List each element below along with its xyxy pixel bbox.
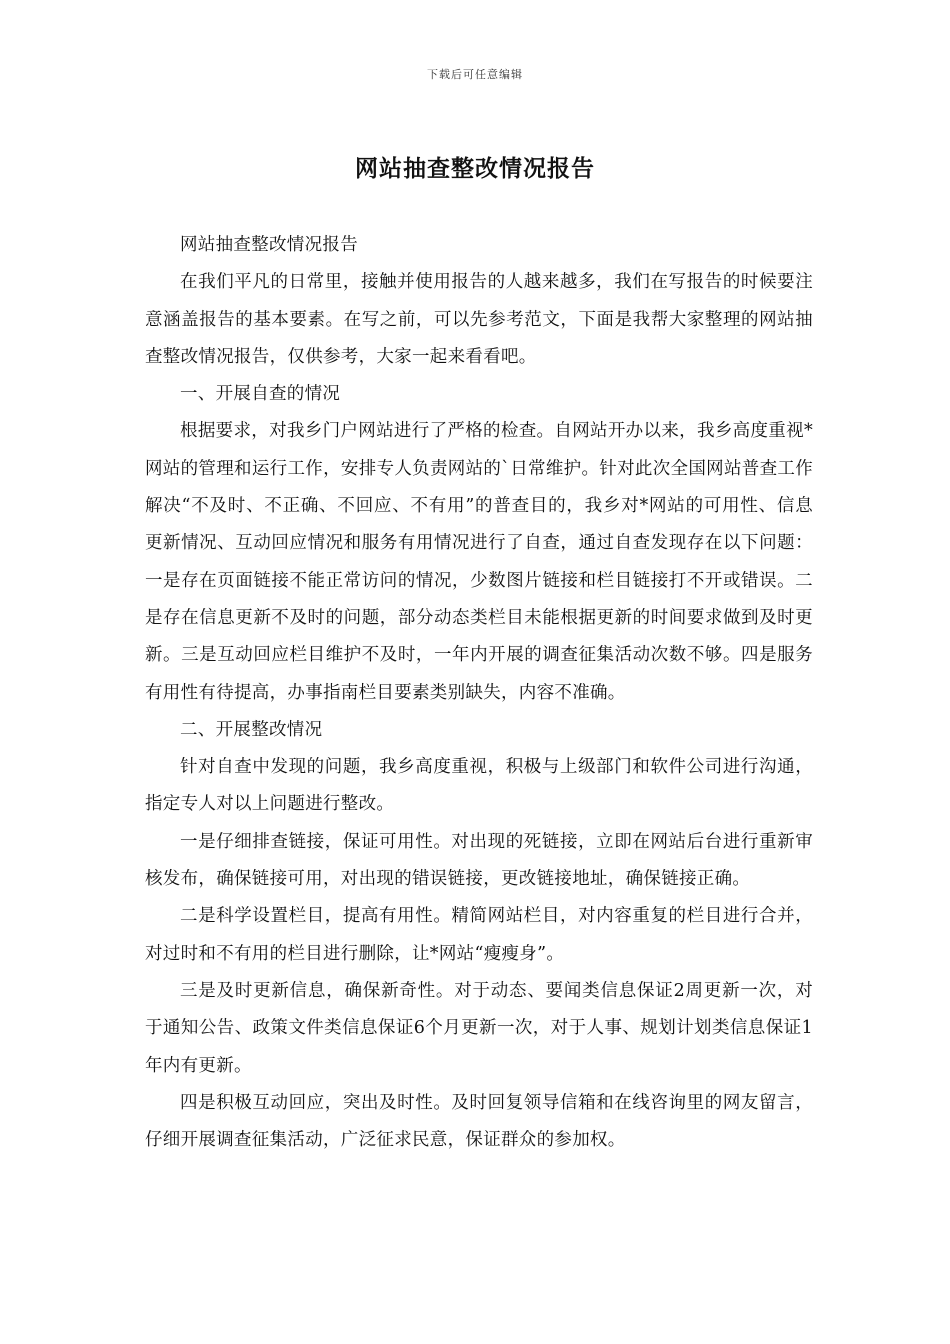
section-heading-self-check: 一、开展自查的情况 <box>180 384 341 405</box>
paragraph-item-columns: 二是科学设置栏目，提高有用性。精简网站栏目，对内容重复的栏目进行合并，对过时和不有用的栏目进行删除，让*网站“瘦瘦身”。 <box>145 906 813 964</box>
paragraph-subtitle: 网站抽查整改情况报告 <box>180 235 358 255</box>
paragraph-self-check: 根据要求，对我乡门户网站进行了严格的检查。自网站开办以来，我乡高度重视*网站的管理和运行工作，安排专人负责网站的`日常维护。针对此次全国网站普查工作解决“不及时、不正确、不回应、不有用”的普查目的，我乡对*网站的可用性、信息更新情况、互动回应情况和服务有用情况进行了自查，通过自查发现存在以下问题：一是存在页面链接不能正常访问的情况，少数图片链接和栏目链接打不开或错误。二是存在信息更新不及时的问题，部分动态类栏目未能根据更新的时间要求做到及时更新。三是互动回应栏目维护不及时，一年内开展的调查征集活动次数不够。四是服务有用性有待提高，办事指南栏目要素类别缺失，内容不准确。 <box>145 421 813 703</box>
document-body <box>145 227 813 1159</box>
paragraph-item-updates: 三是及时更新信息，确保新奇性。对于动态、要闻类信息保证2周更新一次，对于通知公告、政策文件类信息保证6个月更新一次，对于人事、规划计划类信息保证1年内有更新。 <box>145 980 813 1076</box>
paragraph-rectification-intro: 针对自查中发现的问题，我乡高度重视，积极与上级部门和软件公司进行沟通，指定专人对以上问题进行整改。 <box>145 757 813 815</box>
paragraph-item-interaction: 四是积极互动回应，突出及时性。及时回复领导信箱和在线咨询里的网友留言，仔细开展调查征集活动，广泛征求民意，保证群众的参加权。 <box>145 1092 813 1151</box>
section-heading-rectification: 二、开展整改情况 <box>180 719 323 740</box>
paragraph-intro: 在我们平凡的日常里，接触并使用报告的人越来越多，我们在写报告的时候要注意涵盖报告的基本要素。在写之前，可以先参考范文，下面是我帮大家整理的网站抽查整改情况报告，仅供参考，大家一起来看看吧。 <box>145 272 813 367</box>
paragraph-item-links: 一是仔细排查链接，保证可用性。对出现的死链接，立即在网站后台进行重新审核发布，确保链接可用，对出现的错误链接，更改链接地址，确保链接正确。 <box>145 831 813 890</box>
header-note: 下载后可任意编辑 <box>427 68 523 81</box>
document-title: 网站抽查整改情况报告 <box>355 155 595 182</box>
